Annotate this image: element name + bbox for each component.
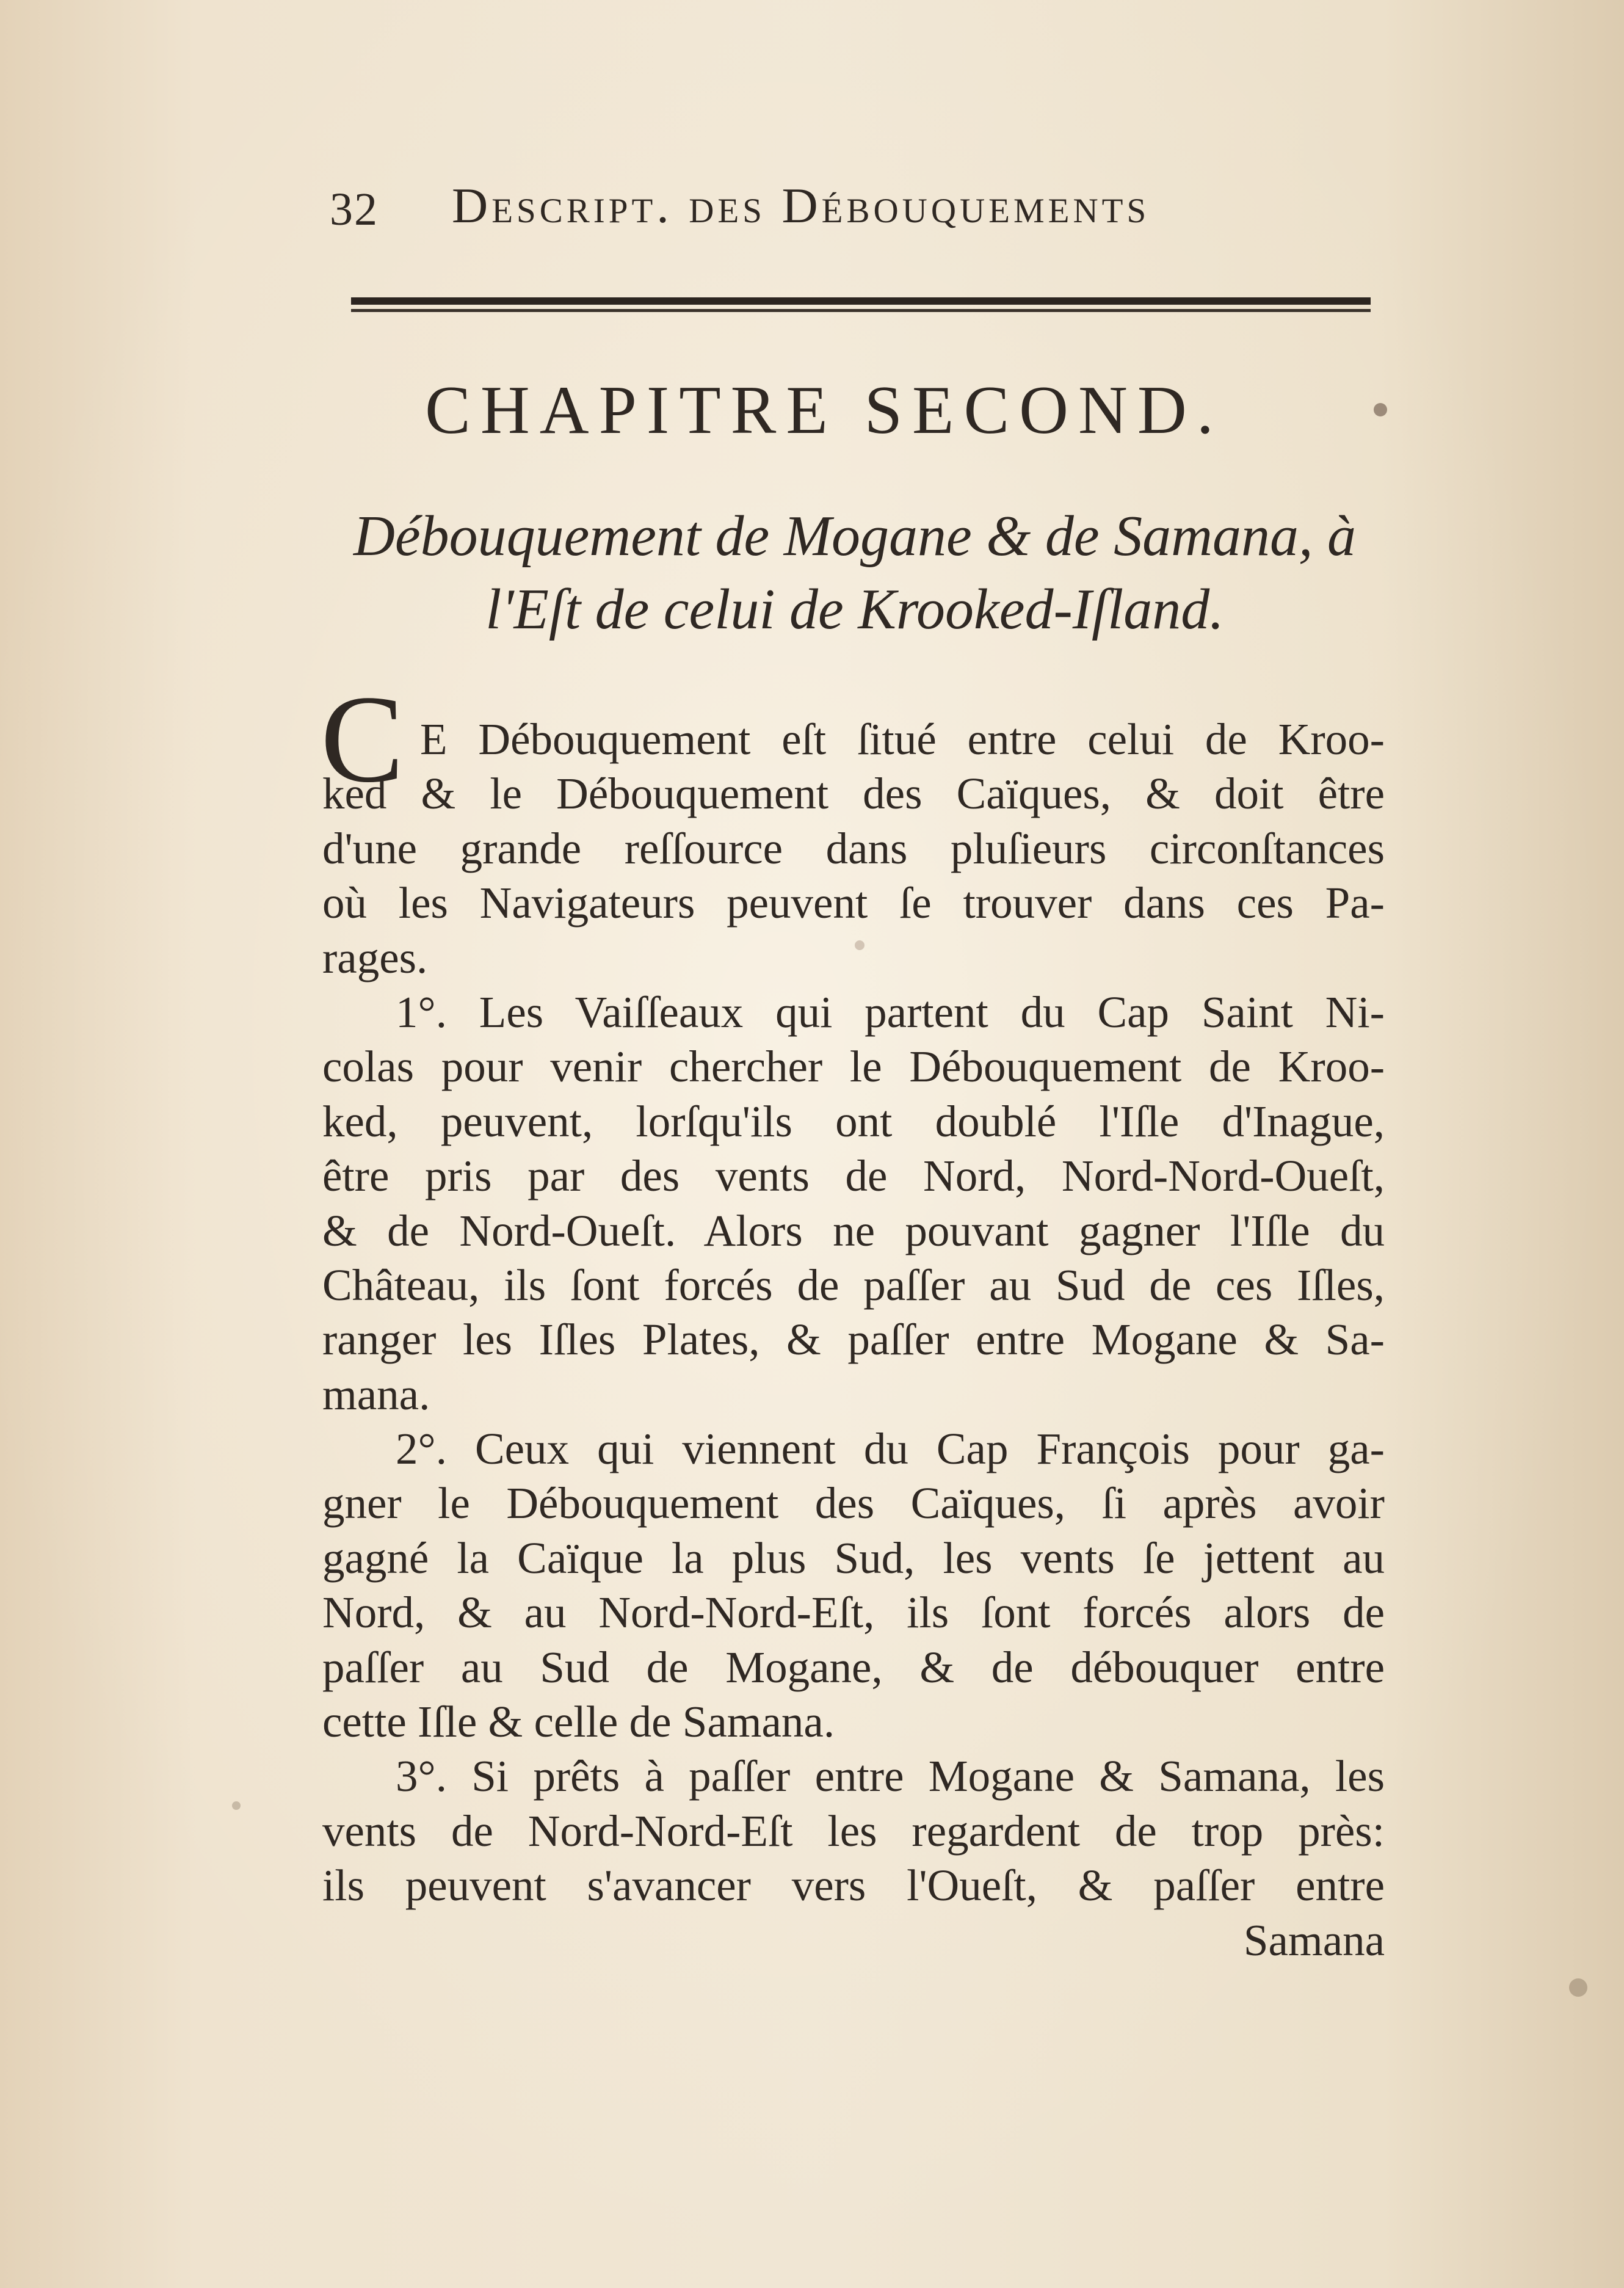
chapter-heading: CHAPITRE SECOND. [425, 372, 1223, 448]
paper-stain [1374, 403, 1387, 416]
subtitle-line-2: l'Eſt de celui de Krooked-Iſland. [485, 578, 1224, 641]
text-line: ils peuvent s'avancer vers l'Oueſt, & paſſer entre [322, 1861, 1385, 1911]
subtitle-line-1: Débouquement de Mogane & de Samana, à [353, 504, 1357, 568]
header-rule-thin [351, 309, 1371, 312]
chapter-subtitle [317, 499, 1392, 646]
text-line: colas pour venir chercher le Débouquement de Kroo- [322, 1042, 1385, 1092]
text-line: Nord, & au Nord-Nord-Eſt, ils ſont forcés alors de [322, 1588, 1385, 1638]
text-line: où les Navigateurs peuvent ſe trouver dans ces Pa- [322, 878, 1385, 928]
catchword: Samana [1243, 1915, 1385, 1965]
text-line: Château, ils ſont forcés de paſſer au Sud de ces Iſles, [322, 1260, 1385, 1310]
text-line: E Débouquement eſt ſitué entre celui de Kroo- [420, 714, 1385, 764]
text-line: ked & le Débouquement des Caïques, & doit être [322, 769, 1385, 819]
page-number: 32 [330, 184, 379, 235]
header-rule-thick [351, 297, 1371, 305]
text-line: paſſer au Sud de Mogane, & de débouquer entre [322, 1642, 1385, 1692]
text-line: rages. [322, 932, 428, 982]
body-text [322, 712, 1385, 1967]
paper-stain [1569, 1978, 1587, 1997]
text-line: gner le Débouquement des Caïques, ſi après avoir [322, 1478, 1385, 1528]
header-rule [351, 297, 1371, 312]
paper-stain [232, 1801, 241, 1810]
text-line: & de Nord-Oueſt. Alors ne pouvant gagner l'Iſle du [322, 1205, 1385, 1255]
running-head [330, 177, 1368, 244]
text-line: être pris par des vents de Nord, Nord-Nord-Oueſt, [322, 1151, 1385, 1201]
text-line: cette Iſle & celle de Samana. [322, 1697, 835, 1747]
text-line: mana. [322, 1369, 430, 1419]
drop-cap: C [321, 670, 404, 808]
text-line: 2°. Ceux qui viennent du Cap François pour ga- [396, 1424, 1385, 1474]
text-line: ked, peuvent, lorſqu'ils ont doublé l'Iſle d'Inague, [322, 1096, 1385, 1146]
text-line: vents de Nord-Nord-Eſt les regardent de trop près: [322, 1806, 1385, 1856]
text-line: ranger les Iſles Plates, & paſſer entre Mogane & Sa- [322, 1315, 1385, 1365]
running-title: Descript. des Débouquements [452, 178, 1150, 233]
text-line: d'une grande reſſource dans pluſieurs circonſtances [322, 823, 1385, 873]
text-line: 1°. Les Vaiſſeaux qui partent du Cap Saint Ni- [396, 987, 1385, 1037]
text-line: 3°. Si prêts à paſſer entre Mogane & Samana, les [396, 1751, 1385, 1801]
text-line: gagné la Caïque la plus Sud, les vents ſe jettent au [322, 1533, 1385, 1583]
